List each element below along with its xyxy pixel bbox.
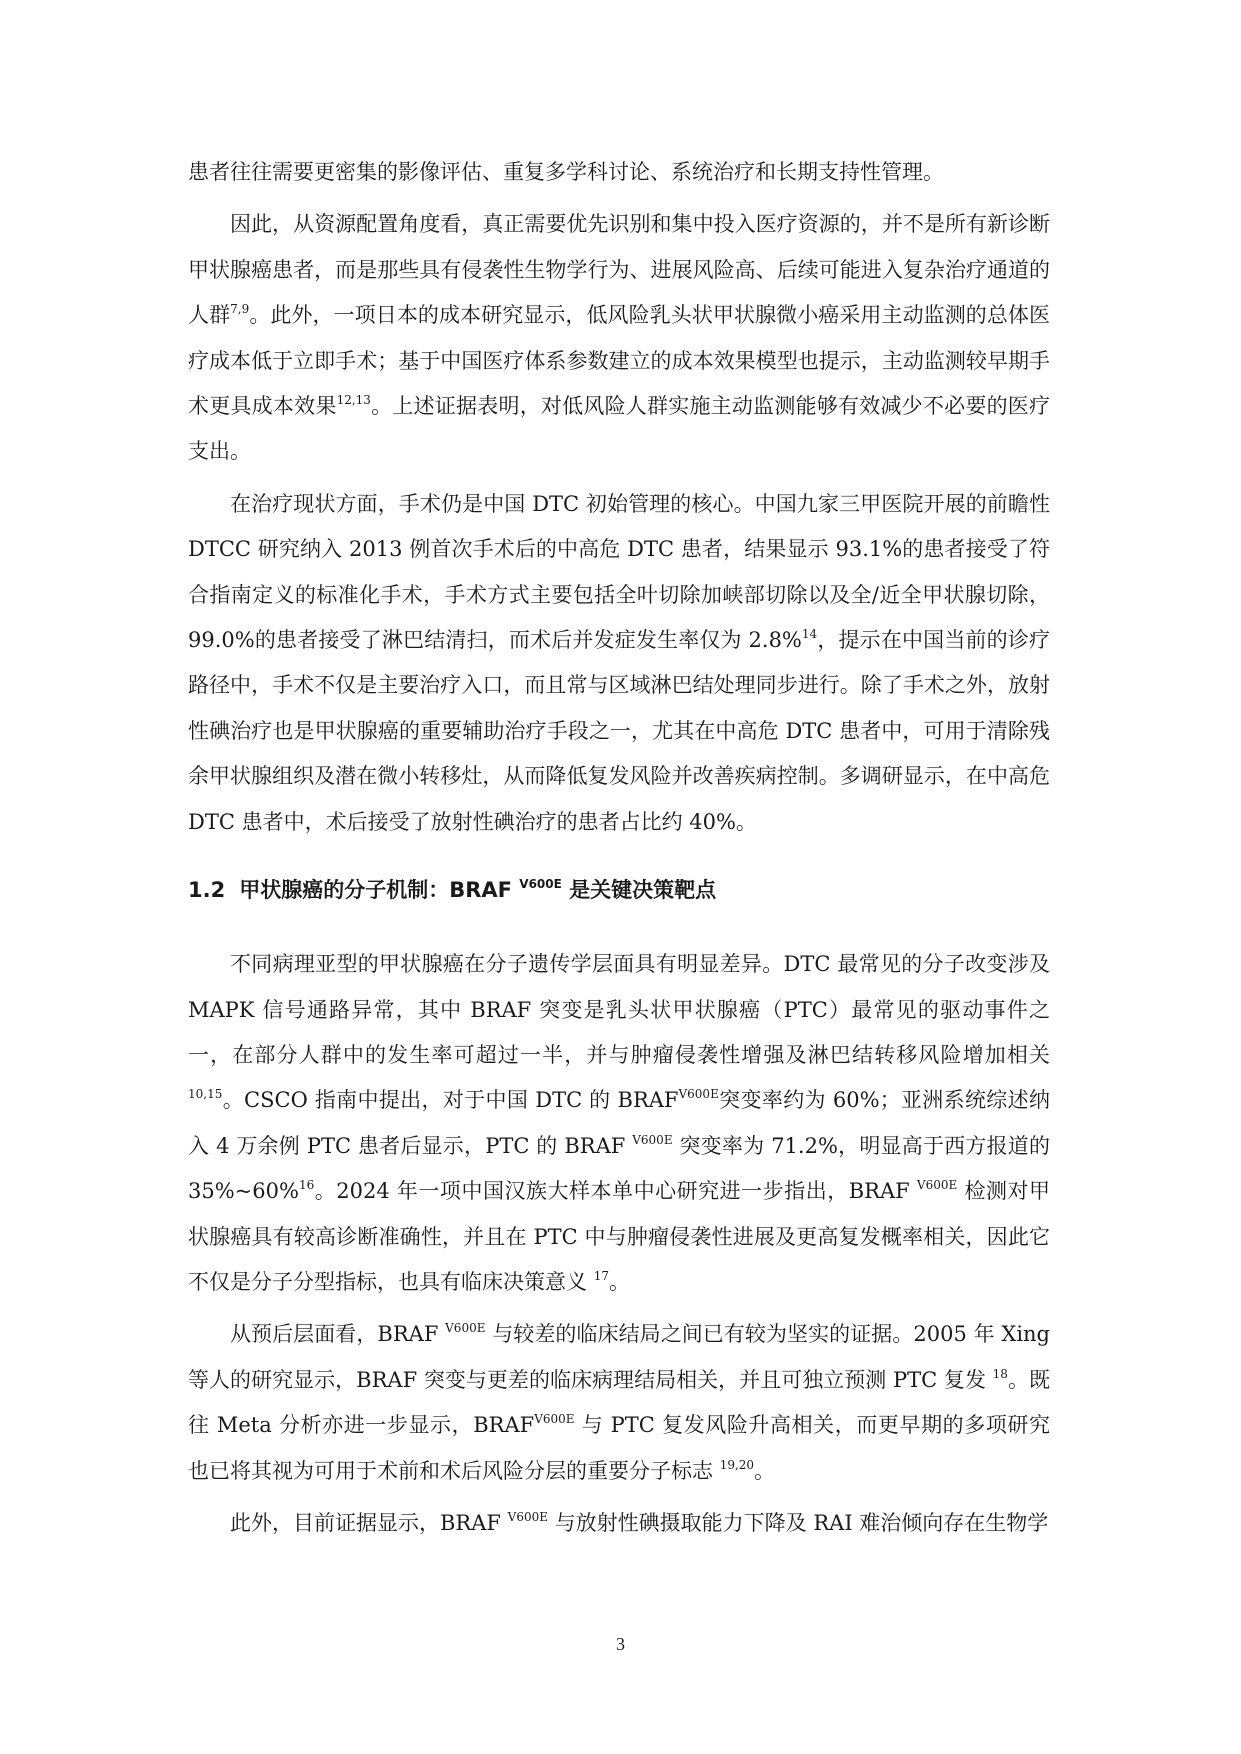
paragraph-text: 。此外，一项日本的成本研究显示，低风险乳头状甲状腺微小癌采用主动监测的总体医疗成本低于立即手术；基于中国医疗体系参数建立的成本效果模型也提示，主动监测较早期手术更具成本效果	[188, 303, 1051, 419]
section-heading	[188, 870, 1050, 910]
citation-ref: 19,20	[719, 1457, 755, 1472]
paragraph-text: 在治疗现状方面，手术仍是中国 DTC 初始管理的核心。中国九家三甲医院开展的前瞻性 DTCC 研究纳入 2013 例首次手术后的中高危 DTC 患者，结果显示 93.1%的患者接受了符合指南定义的标准化手术，手术方式主要包括全叶切除加峡部切除以及全/近全甲状腺切除，99.0%的患者接受了淋巴结清扫，而术后并发症发生率仅为 2.8%	[188, 491, 1050, 653]
paragraph-text: 。CSCO 指南中提出，对于中国 DTC 的 BRAF	[222, 1088, 679, 1113]
superscript: V600E	[519, 877, 562, 892]
paragraph-text: 检测对甲状腺癌具有较高诊断准确性，并且在 PTC 中与肿瘤侵袭性进展及更高复发概率相关，因此它不仅是分子分型指标，也具有临床决策意义	[188, 1179, 1050, 1294]
superscript: V600E	[507, 1509, 548, 1524]
paragraph-molecular-differences	[188, 942, 1050, 1305]
paragraph-text: 。	[608, 1269, 630, 1294]
superscript: V600E	[916, 1178, 958, 1193]
citation-ref: 14	[801, 627, 818, 642]
superscript: V600E	[632, 1132, 673, 1147]
superscript: V600E	[678, 1087, 719, 1102]
section-title: 是关键决策靶点	[561, 878, 717, 903]
paragraph-text: 不同病理亚型的甲状腺癌在分子遗传学层面具有明显差异。DTC 最常见的分子改变涉及 MAPK 信号通路异常，其中 BRAF 突变是乳头状甲状腺癌（PTC）最常见的驱动事件之一，在部分人群中的发生率可超过一半，并与肿瘤侵袭性增强及淋巴结转移风险增加相关	[188, 952, 1050, 1067]
citation-ref: 7,9	[230, 302, 250, 317]
citation-ref: 12,13	[336, 393, 371, 408]
superscript: V600E	[534, 1412, 575, 1427]
citation-ref: 10,15	[188, 1087, 223, 1102]
paragraph-text: 患者往往需要更密集的影像评估、重复多学科讨论、系统治疗和长期支持性管理。	[188, 160, 944, 184]
paragraph-text: 此外，目前证据显示，BRAF	[230, 1510, 508, 1535]
paragraph-text: 从预后层面看，BRAF	[230, 1322, 446, 1347]
paragraph-text: 因此，从资源配置角度看，真正需要优先识别和集中投入医疗资源的，并不是所有新诊断甲状腺癌患者，而是那些具有侵袭性生物学行为、进展风险高、后续可能进入复杂治疗通道的人群	[188, 212, 1050, 328]
paragraph-text: 。上述证据表明，对低风险人群实施主动监测能够有效减少不必要的医疗支出。	[188, 394, 1051, 464]
citation-ref: 18	[992, 1366, 1008, 1381]
page-number: 3	[616, 1634, 625, 1654]
paragraph-text: 。2024 年一项中国汉族大样本单中心研究进一步指出，BRAF	[314, 1179, 917, 1204]
paragraph-text: 与 PTC 复发风险升高相关，而更早期的多项研究也已将其视为可用于术前和术后风险分层的重要分子标志	[188, 1413, 1050, 1483]
superscript: V600E	[445, 1321, 486, 1336]
citation-ref: 17	[593, 1268, 609, 1283]
paragraph-prognosis	[188, 1312, 1050, 1494]
paragraph-rai-evidence	[188, 1501, 1050, 1546]
paragraph-text: ，提示在中国当前的诊疗路径中，手术不仅是主要治疗入口，而且常与区域淋巴结处理同步进行。除了手术之外，放射性碘治疗也是甲状腺癌的重要辅助治疗手段之一，尤其在中高危 DTC 患者中，可用于清除残余甲状腺组织及潜在微小转移灶，从而降低复发风险并改善疾病控制。多调研显示，在中高危 DTC 患者中，术后接受了放射性碘治疗的患者占比约 40%。	[188, 628, 1050, 834]
paragraph-text: 突变率约为 60%；亚洲系统综述纳入 4 万余例 PTC 患者后显示，PTC 的 BRAF	[188, 1088, 1050, 1158]
citation-ref: 16	[298, 1178, 315, 1193]
section-number: 1.2	[188, 878, 226, 903]
paragraph-text: 。既往 Meta 分析亦进一步显示，BRAF	[188, 1367, 1050, 1438]
paragraph-resource-allocation	[188, 202, 1050, 474]
paragraph-treatment-status	[188, 482, 1050, 845]
paragraph-text: 与放射性碘摄取能力下降及 RAI 难治倾向存在生物学	[548, 1510, 1049, 1535]
paragraph-text: 突变率为 71.2%，明显高于西方报道的 35%~60%	[188, 1133, 1051, 1204]
paragraph-continuation	[188, 150, 1050, 195]
section-title: 甲状腺癌的分子机制：BRAF	[239, 878, 520, 903]
paragraph-text: 与较差的临床结局之间已有较为坚实的证据。2005 年 Xing 等人的研究显示，BRAF 突变与更差的临床病理结局相关，并且可独立预测 PTC 复发	[188, 1322, 1051, 1392]
paragraph-text: 。	[754, 1458, 776, 1483]
page-content	[188, 150, 1050, 1546]
